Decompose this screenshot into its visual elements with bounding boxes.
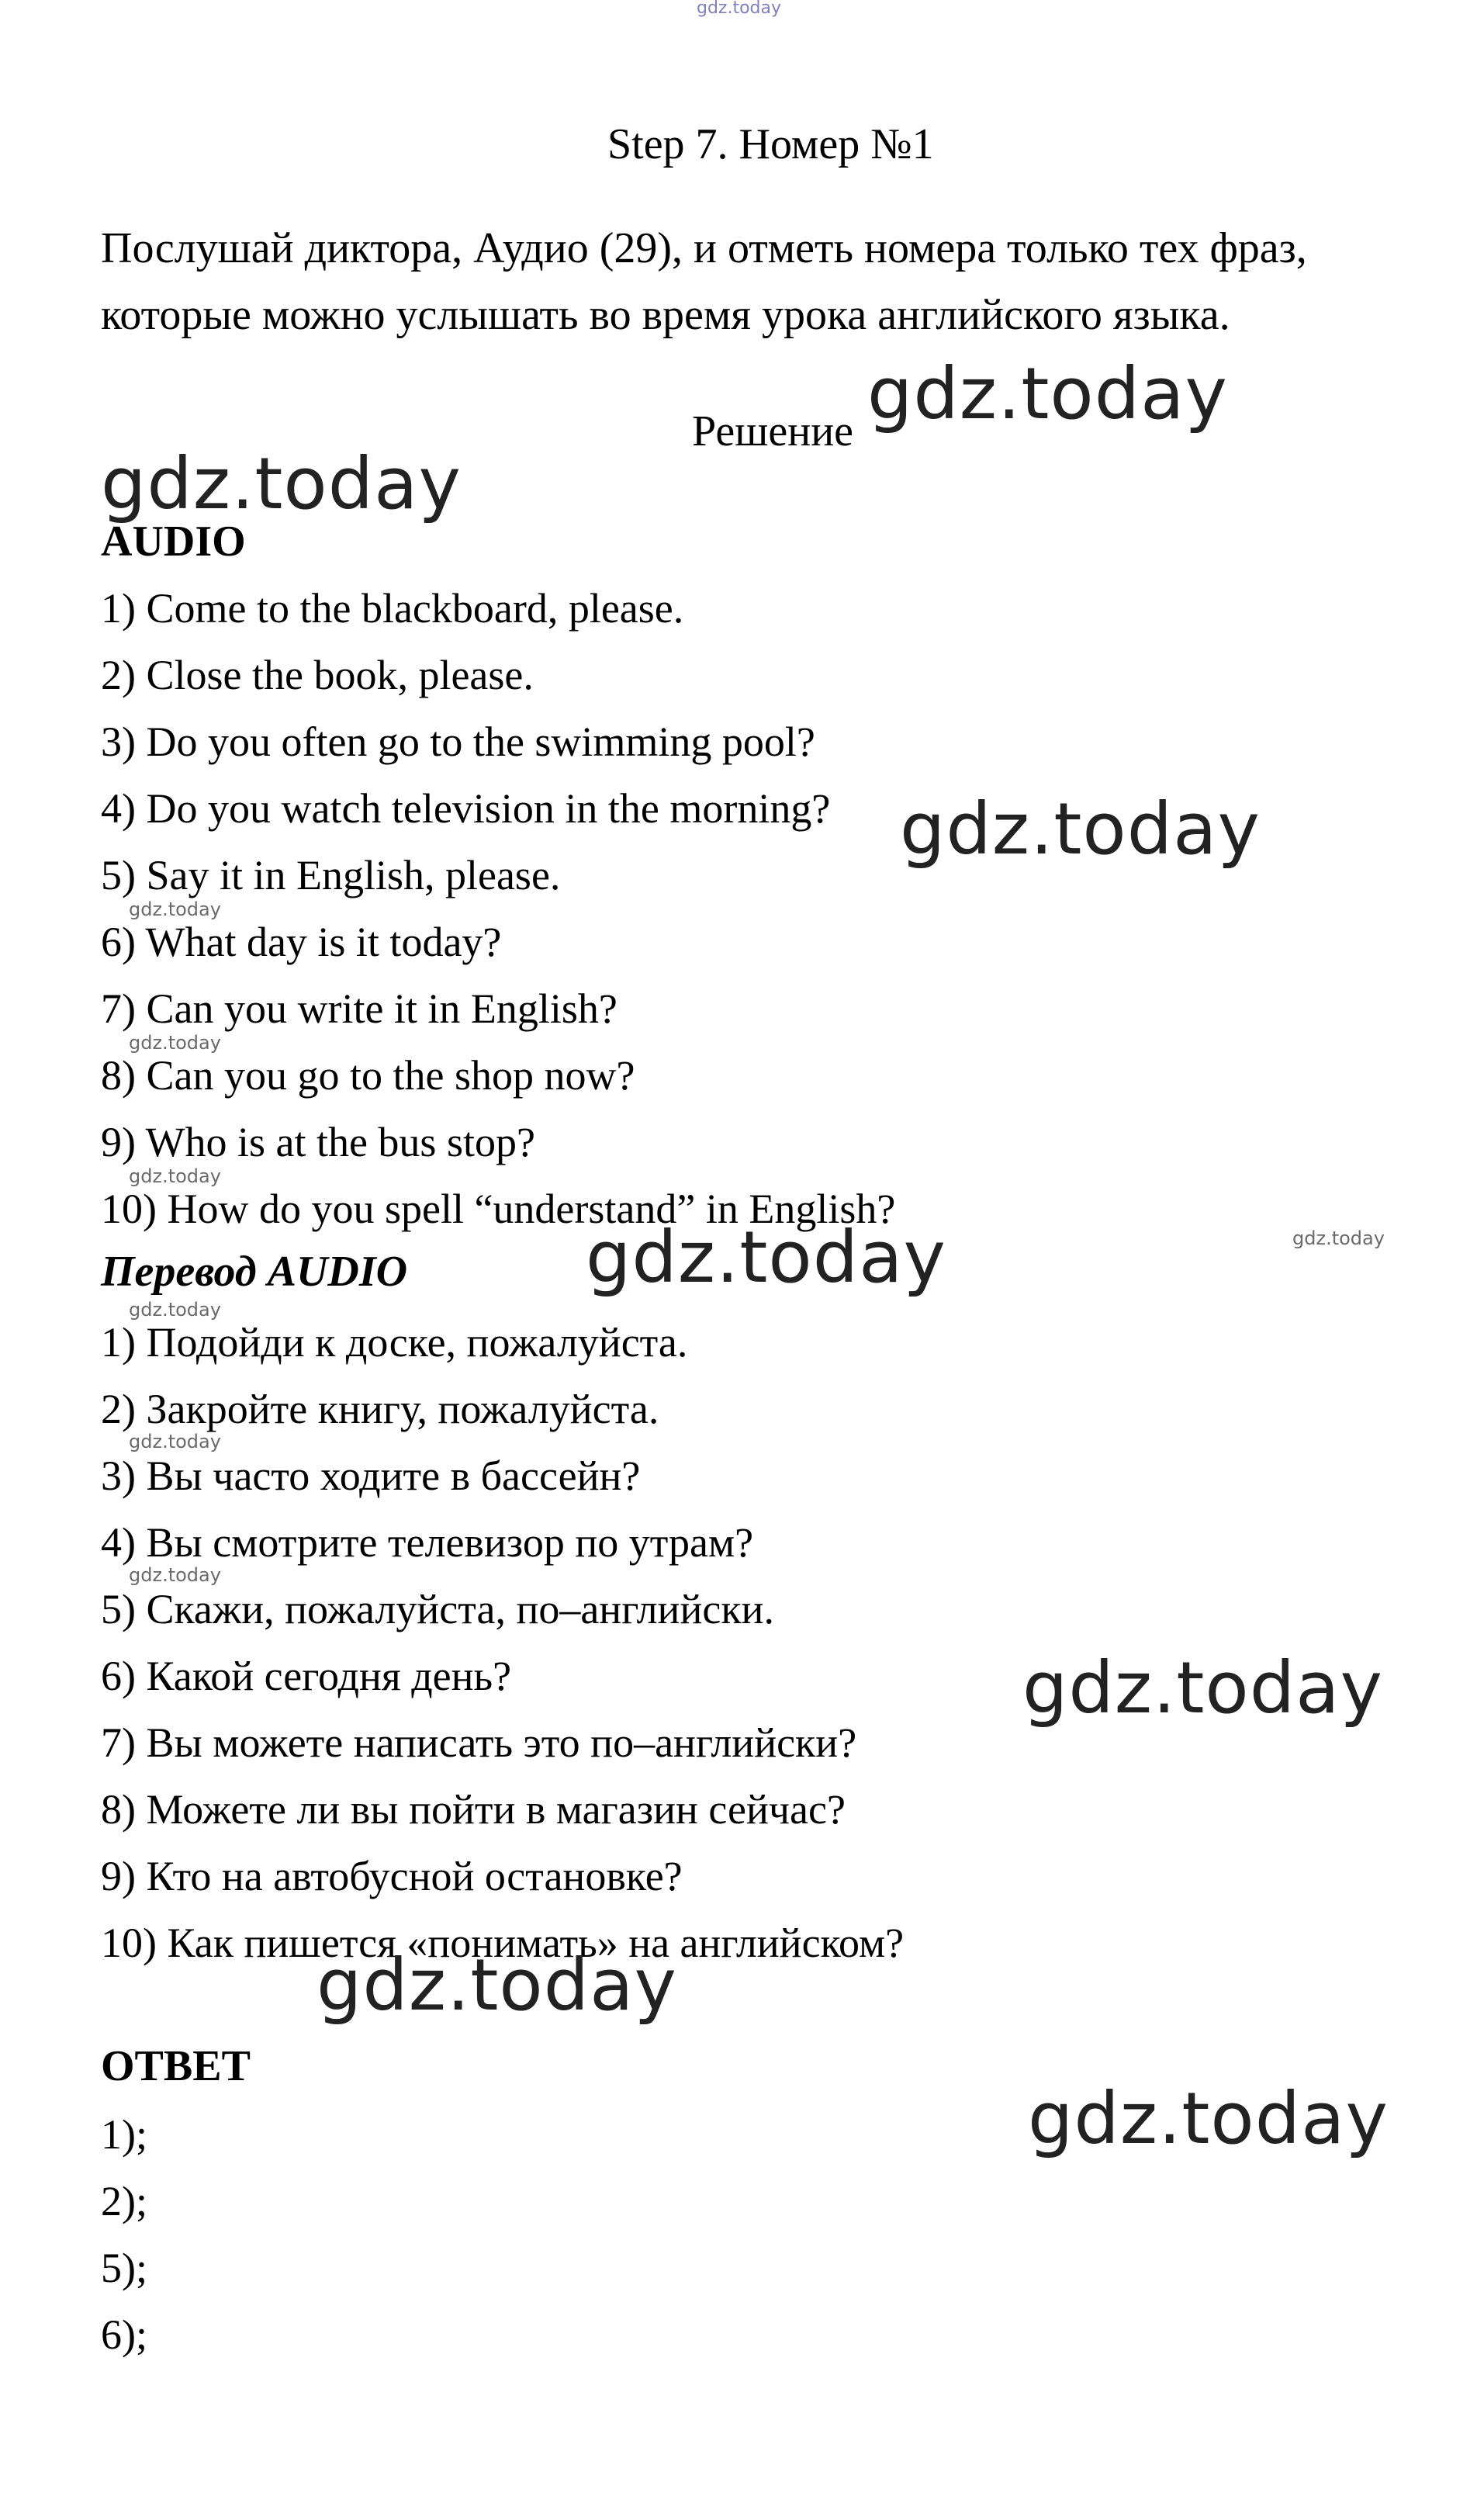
watermark: gdz.today [900, 788, 1261, 871]
answer-heading: ОТВЕТ [101, 2042, 251, 2090]
translation-item: 3) Вы часто ходите в бассейн? [101, 1452, 641, 1499]
audio-item: 4) Do you watch television in the morning? [101, 785, 831, 832]
audio-item: 9) Who is at the bus stop? [101, 1119, 535, 1165]
watermark: gdz.today [101, 442, 462, 525]
watermark: gdz.today [1292, 1227, 1385, 1249]
audio-item: 3) Do you often go to the swimming pool? [101, 718, 815, 765]
translation-item: 8) Можете ли вы пойти в магазин сейчас? [101, 1786, 846, 1833]
translation-item: 4) Вы смотрите телевизор по утрам? [101, 1519, 754, 1566]
answer-item: 2); [101, 2178, 147, 2224]
translation-item: 1) Подойди к доске, пожалуйста. [101, 1319, 688, 1366]
audio-heading: AUDIO [101, 518, 246, 566]
page-title: Step 7. Номер №1 [607, 120, 934, 168]
audio-item: 7) Can you write it in English? [101, 985, 617, 1032]
watermark: gdz.today [867, 352, 1228, 435]
audio-item: 1) Come to the blackboard, please. [101, 585, 684, 632]
translation-item: 9) Кто на автобусной остановке? [101, 1853, 683, 1899]
watermark: gdz.today [317, 1944, 677, 2027]
watermark: gdz.today [1022, 1646, 1383, 1729]
watermark: gdz.today [129, 1299, 221, 1321]
header-watermark: gdz.today [697, 0, 782, 18]
audio-item: 5) Say it in English, please. [101, 852, 561, 898]
task-line-2: которые можно услышать во время урока английского языка. [101, 291, 1230, 339]
answer-item: 5); [101, 2245, 147, 2291]
solution-label: Решение [692, 407, 854, 455]
translation-item: 5) Скажи, пожалуйста, по–английски. [101, 1586, 774, 1632]
watermark: gdz.today [129, 1431, 221, 1452]
answer-item: 6); [101, 2311, 147, 2358]
watermark: gdz.today [586, 1216, 946, 1299]
task-line-1: Послушай диктора, Аудио (29), и отметь номера только тех фраз, [101, 224, 1307, 272]
watermark: gdz.today [1028, 2077, 1389, 2160]
audio-item: 10) How do you spell “understand” in English? [101, 1186, 896, 1232]
watermark: gdz.today [129, 1564, 221, 1586]
translation-item: 7) Вы можете написать это по–английски? [101, 1719, 857, 1766]
translation-item: 10) Как пишется «понимать» на английском? [101, 1920, 905, 1966]
translation-item: 6) Какой сегодня день? [101, 1653, 512, 1699]
audio-item: 8) Can you go to the shop now? [101, 1052, 635, 1099]
translation-item: 2) Закройте книгу, пожалуйста. [101, 1386, 659, 1432]
watermark: gdz.today [129, 1032, 221, 1054]
answer-item: 1); [101, 2111, 147, 2158]
watermark: gdz.today [129, 898, 221, 920]
watermark: gdz.today [129, 1165, 221, 1187]
audio-item: 2) Close the book, please. [101, 652, 534, 698]
translation-heading: Перевод AUDIO [101, 1248, 408, 1296]
audio-item: 6) What day is it today? [101, 919, 502, 965]
